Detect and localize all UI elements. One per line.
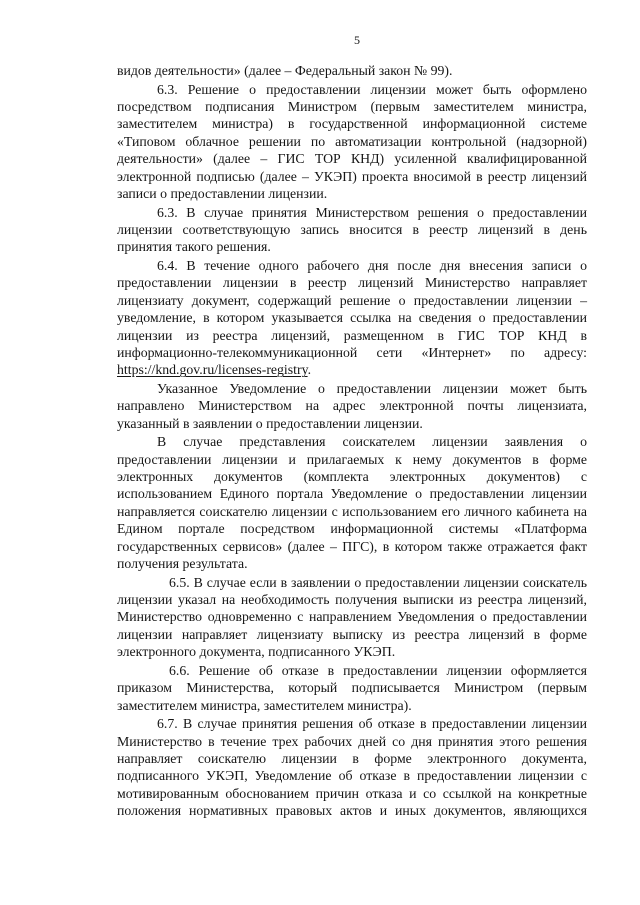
text-line: направляется соискателю лицензии с использованием его личного кабинета на xyxy=(117,503,587,519)
text-line: записи о предоставлении лицензии. xyxy=(117,185,328,201)
text-line: направлено Министерством на адрес электронной почты лицензиата, xyxy=(117,398,587,414)
paragraph-6-5 xyxy=(117,574,587,661)
page-number: 5 xyxy=(354,33,360,47)
text-line: принятия такого решения. xyxy=(117,239,271,255)
url-suffix: . xyxy=(307,362,312,378)
text-line: Указанное Уведомление о предоставлении лицензии может быть xyxy=(157,380,587,396)
text-line: 6.3. Решение о предоставлении лицензии может быть оформлено xyxy=(157,81,587,97)
text-line: лицензии из реестра лицензий, размещенном в ГИС ТОР КНД в xyxy=(117,327,587,343)
paragraph-6-4 xyxy=(117,257,587,379)
text-line: электронного документа, подписанного УКЭП. xyxy=(117,644,396,660)
text-line: Министерство в течение трех рабочих дней со дня принятия этого решения xyxy=(117,733,587,749)
text-line: использованием Единого портала Уведомление о предоставлении лицензии xyxy=(117,486,587,502)
text-line: лицензиату документ, содержащий решение о предоставлении лицензии – xyxy=(117,292,587,308)
text-line: заместителем министра, заместителем министра). xyxy=(117,697,412,713)
text-line: 6.5. В случае если в заявлении о предоставлении лицензии соискатель xyxy=(169,574,587,590)
text-line: уведомление, в котором указывается ссылка на сведения о предоставлении xyxy=(117,310,587,326)
text-line: лицензии соответствующую запись вносится в реестр лицензий в день xyxy=(117,221,587,237)
text-line: направляет соискателю лицензии в форме электронного документа, xyxy=(117,751,587,766)
text-line: мотивированным обоснованием причин отказа и со ссылкой на конкретные xyxy=(117,785,587,801)
text-line: В случае представления соискателем лицензии заявления о xyxy=(157,434,587,450)
paragraph-notification-email xyxy=(117,380,587,432)
text-line: видов деятельности» (далее – Федеральный закон № 99). xyxy=(117,63,453,78)
text-line: 6.6. Решение об отказе в предоставлении лицензии оформляется xyxy=(169,662,587,678)
text-line: предоставлении лицензии в реестр лицензий Министерство направляет xyxy=(117,275,587,291)
text-line: 6.4. В течение одного рабочего дня после дня внесения записи о xyxy=(157,258,587,274)
paragraph-continuation xyxy=(117,62,587,79)
text-line: получения результата. xyxy=(117,555,248,571)
text-line: деятельности» (далее – ГИС ТОР КНД) усиленной квалифицированной xyxy=(117,151,587,167)
registry-url-link: https://knd.gov.ru/licenses-registry xyxy=(117,362,308,378)
paragraph-6-6 xyxy=(117,662,587,714)
text-line: предоставлении лицензии и прилагаемых к нему документов в форме xyxy=(117,451,587,467)
text-line: электронной подписью (далее – УКЭП) проекта вносимой в реестр лицензий xyxy=(117,168,587,184)
text-line: лицензии направляет лицензиату выписку из реестра лицензий в форме xyxy=(117,626,587,642)
text-line: государственных сервисов» (далее – ПГС), в котором также отражается факт xyxy=(117,538,587,554)
paragraph-6-3-signing xyxy=(117,81,587,203)
document-body xyxy=(117,62,587,820)
paragraph-6-7 xyxy=(117,715,587,819)
text-line: информационно-телекоммуникационной сети «Интернет» по адресу: xyxy=(117,344,587,360)
text-line: Едином портале посредством информационной системы «Платформа xyxy=(117,521,587,537)
paragraph-notification-portal xyxy=(117,433,587,572)
text-line: приказом Министерства, который подписывается Министром (первым xyxy=(117,680,587,696)
text-line: 6.3. В случае принятия Министерством решения о предоставлении xyxy=(157,204,587,220)
text-line: подписанного УКЭП, Уведомление об отказе в предоставлении лицензии с xyxy=(117,768,587,784)
text-line: «Типовом облачное решении по автоматизации контрольной (надзорной) xyxy=(117,133,587,149)
paragraph-6-3-registry-entry xyxy=(117,204,587,256)
text-line: указанный в заявлении о предоставлении лицензии. xyxy=(117,415,423,431)
text-line: электронных документов (комплекта электронных документов) с xyxy=(117,469,587,485)
text-line: 6.7. В случае принятия решения об отказе в предоставлении лицензии xyxy=(157,716,587,732)
text-line: Министерство одновременно с направлением Уведомления о предоставлении xyxy=(117,609,587,625)
text-line: посредством подписания Министром (первым заместителем министра, xyxy=(117,99,587,115)
text-line: положения нормативных правовых актов и иных документов, являющихся xyxy=(117,803,587,819)
url-line xyxy=(117,361,587,378)
text-line: лицензии указал на необходимость получения выписки из реестра лицензий, xyxy=(117,592,587,608)
text-line: заместителем министра) в государственной информационной системе xyxy=(117,116,587,132)
